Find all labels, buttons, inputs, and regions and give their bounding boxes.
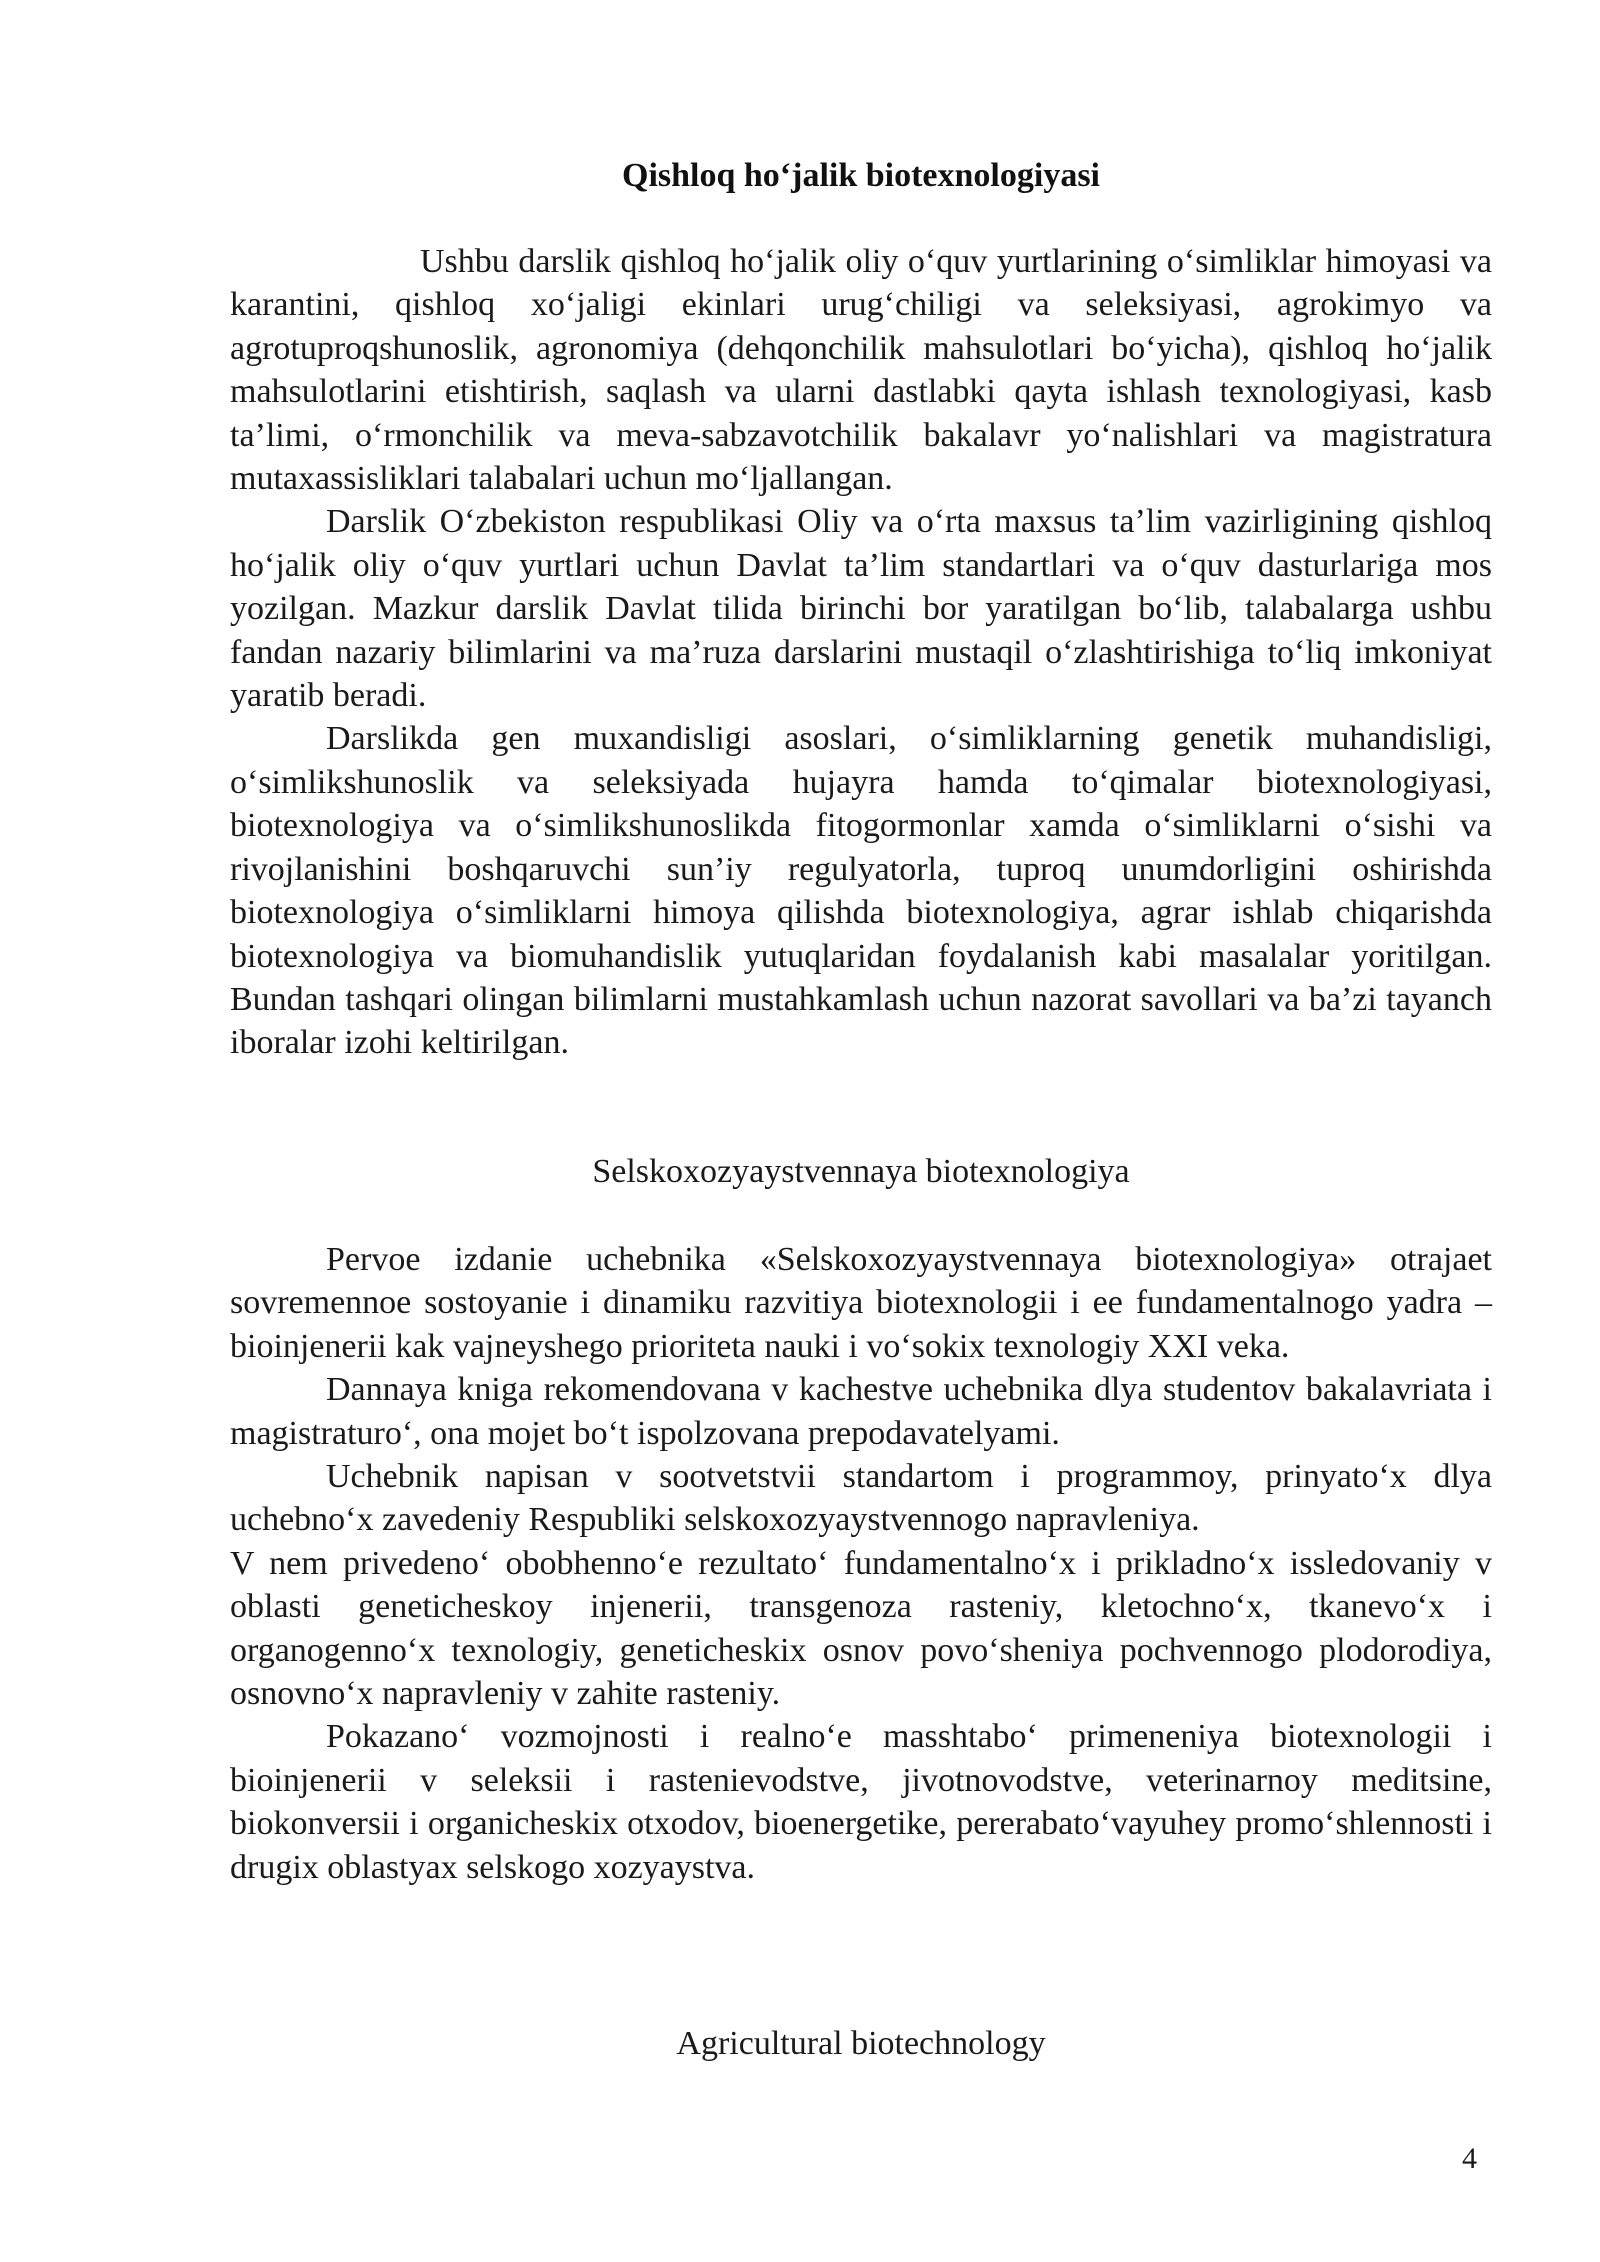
section-ru-paragraph-3: Uchebnik napisan v sootvetstvii standartom i programmoy, prinyato‘x dlya uchebno‘x zavedeniy Respubliki selskoxozyaystvennogo napravleniya. [230, 1458, 1492, 1539]
section-ru-paragraph-5: Pokazano‘ vozmojnosti i realno‘e masshtabo‘ primeneniya biotexnologii i bioinjenerii v seleksii i rastenievodstve, jivotnovodstve, veterinarnoy meditsine, biokonversii i organicheskix otxodov, bioenergetike, pererabato‘vayuhey promo‘shlennosti i drugix oblastyax selskogo xozyaystva. [230, 1718, 1492, 1886]
section-uz-title: Qishloq ho‘jalik biotexnologiyasi [622, 157, 1100, 194]
section-uz-paragraph-2: Darslik O‘zbekiston respublikasi Oliy va o‘rta maxsus ta’lim vazirligining qishloq ho‘jalik oliy o‘quv yurtlari uchun Davlat ta’lim standartlari va o‘quv dasturlariga mos yozilgan. Mazkur darslik Davlat tilida birinchi bor yaratilgan bo‘lib, talabalarga ushbu fandan nazariy bilimlarini va ma’ruza darslarini mustaqil o‘zlashtirishiga to‘liq imkoniyat yaratib beradi. [230, 503, 1492, 715]
section-ru-paragraph-4: V nem privedeno‘ obobhenno‘e rezultato‘ fundamentalno‘x i prikladno‘x issledovaniy v oblasti geneticheskoy injenerii, transgenoza rasteniy, kletochno‘x, tkanevo‘x i organogenno‘x texnologiy, geneticheskix osnov povo‘sheniya pochvennogo plodorodiya, osnovno‘x napravleniy v zahite rasteniy. [230, 1544, 1492, 1713]
section-ru-paragraph-2: Dannaya kniga rekomendovana v kachestve uchebnika dlya studentov bakalavriata i magistraturo‘, ona mojet bo‘t ispolzovana prepodavatelyami. [230, 1371, 1492, 1452]
section-uz-body [230, 240, 1492, 1065]
page-number: 4 [1462, 2142, 1477, 2175]
section-en-title: Agricultural biotechnology [676, 2025, 1046, 2062]
section-ru-paragraph-1: Pervoe izdanie uchebnika «Selskoxozyaystvennaya biotexnologiya» otrajaet sovremennoe sostoyanie i dinamiku razvitiya biotexnologii i ee fundamentalnogo yadra – bioinjenerii kak vajneyshego prioriteta nauki i vo‘sokix texnologiy XXI veka. [230, 1241, 1492, 1365]
section-ru-body [230, 1238, 1492, 1889]
section-uz-paragraph-3: Darslikda gen muxandisligi asoslari, o‘simliklarning genetik muhandisligi, o‘simlikshunoslik va seleksiyada hujayra hamda to‘qimalar biotexnologiyasi, biotexnologiya va o‘simlikshunoslikda fitogormonlar xamda o‘simliklarni o‘sishi va rivojlanishini boshqaruvchi sun’iy regulyatorla, tuproq unumdorligini oshirishda biotexnologiya o‘simliklarni himoya qilishda biotexnologiya, agrar ishlab chiqarishda biotexnologiya va biomuhandislik yutuqlaridan foydalanish kabi masalalar yoritilgan. Bundan tashqari olingan bilimlarni mustahkamlash uchun nazorat savollari va ba’zi tayanch iboralar izohi keltirilgan. [230, 720, 1492, 1062]
section-ru-title: Selskoxozyaystvennaya biotexnologiya [592, 1153, 1130, 1190]
section-uz-paragraph-1: Ushbu darslik qishloq ho‘jalik oliy o‘quv yurtlarining o‘simliklar himoyasi va karantini, qishloq xo‘jaligi ekinlari urug‘chiligi va seleksiyasi, agrokimyo va agrotuproqshunoslik, agronomiya (dehqonchilik mahsulotlari bo‘yicha), qishloq ho‘jalik mahsulotlarini etishtirish, saqlash va ularni dastlabki qayta ishlash texnologiyasi, kasb ta’limi, o‘rmonchilik va meva-sabzavotchilik bakalavr yo‘nalishlari va magistratura mutaxassisliklari talabalari uchun mo‘ljallangan. [230, 243, 1492, 498]
